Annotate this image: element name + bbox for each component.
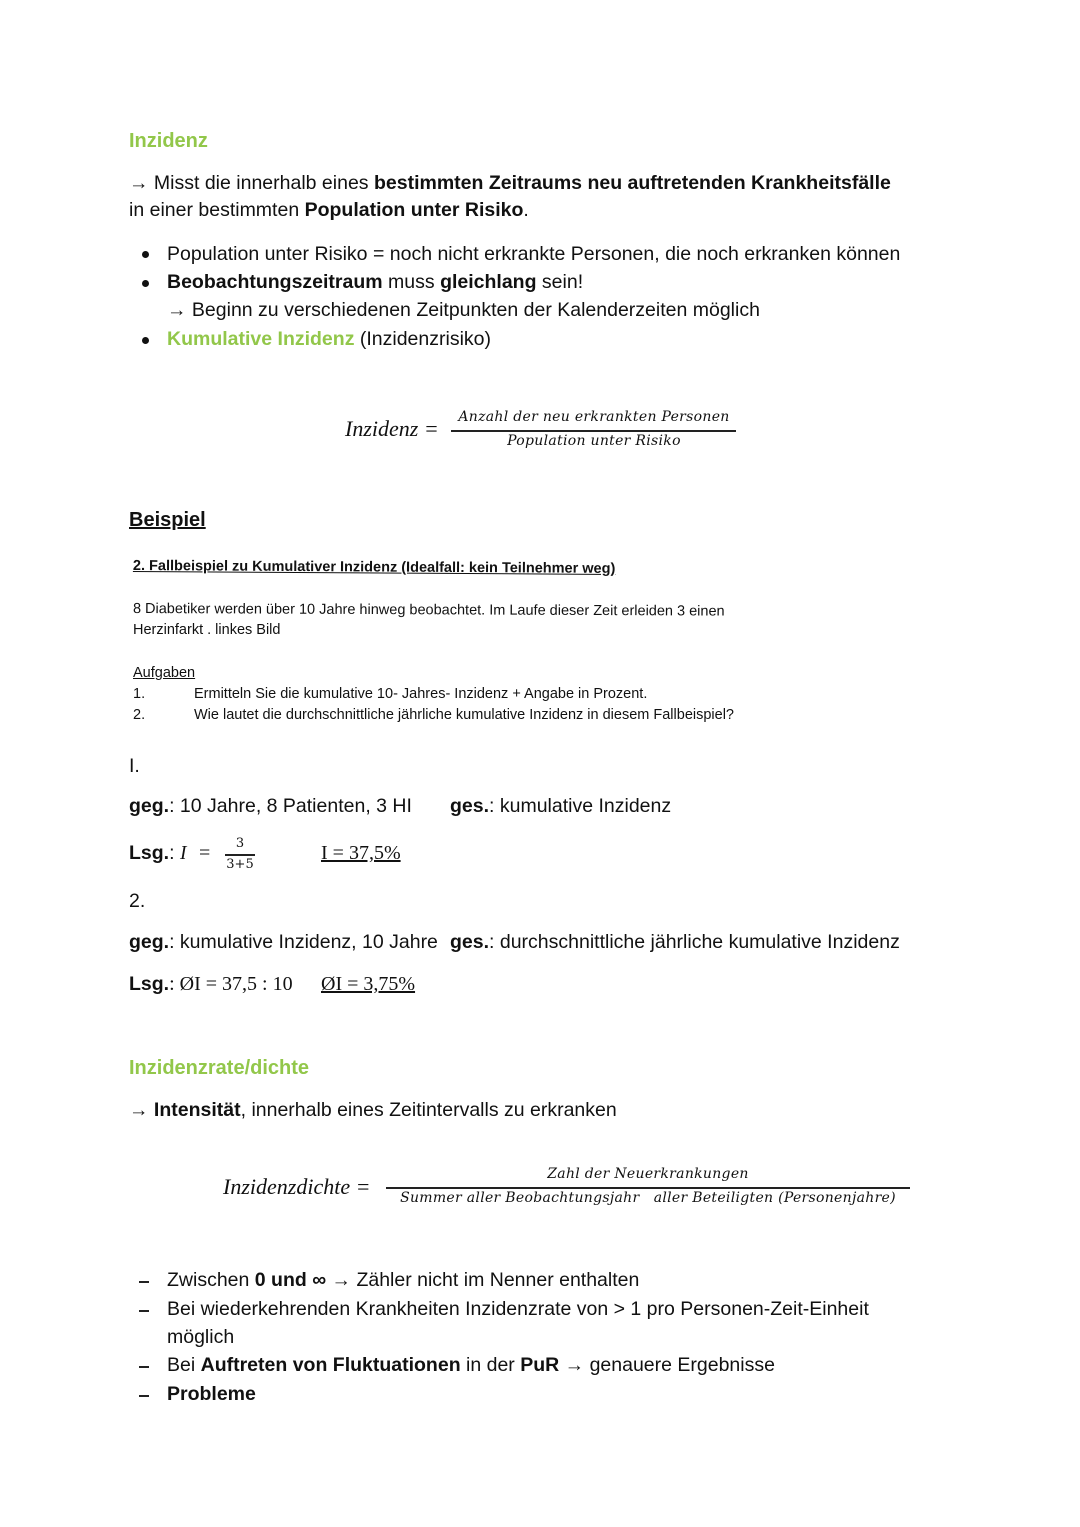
dash-item-wiederkehrend-line-2: möglich [167, 1326, 235, 1348]
solution-1-equals: = [199, 842, 211, 864]
fraction-line [451, 430, 736, 432]
formula-inzidenz-numerator: Anzahl der neu erkrankten Personen [458, 409, 730, 425]
example-text-line-2: Herzinfarkt . linkes Bild [133, 622, 281, 638]
solution-2-wanted: ges.: durchschnittliche jährliche kumulative Inzidenz [450, 931, 900, 953]
solution-number-1: I. [129, 755, 140, 777]
dash-icon [139, 1310, 149, 1312]
solution-number-2: 2. [129, 890, 146, 912]
bullet-item-population: Population unter Risiko = noch nicht erkrankte Personen, die noch erkranken können [167, 243, 901, 265]
rate-intro: → Intensität, innerhalb eines Zeitintervalls zu erkranken [129, 1099, 617, 1121]
bullet-icon [142, 251, 149, 258]
solution-2-lsg: Lsg.: ØI = 37,5 : 10 [129, 973, 293, 995]
dash-item-fluktuationen: Bei Auftreten von Fluktuationen in der PuR → genauere Ergebnisse [167, 1354, 775, 1376]
dash-icon [139, 1395, 149, 1397]
fraction-denominator: 3+5 [226, 857, 254, 872]
arrow-icon: → [129, 1099, 149, 1121]
intro-line-2: in einer bestimmten Population unter Risiko. [129, 199, 529, 221]
arrow-icon: → [129, 172, 149, 194]
section-heading-inzidenz: Inzidenz [129, 130, 208, 152]
bullet-item-kumulative-inzidenz: Kumulative Inzidenz (Inzidenzrisiko) [167, 328, 491, 350]
solution-1-given: geg.: 10 Jahre, 8 Patienten, 3 HI [129, 795, 412, 817]
fraction-line [225, 854, 255, 856]
formula-inzidenzdichte-numerator: Zahl der Neuerkrankungen [547, 1166, 749, 1182]
task-2-number: 2. [133, 707, 146, 723]
formula-inzidenzdichte-denominator: Summer aller Beobachtungsjahr aller Beteiligten (Personenjahre) [400, 1190, 896, 1206]
solution-1-wanted: ges.: kumulative Inzidenz [450, 795, 672, 817]
example-text-line-1: 8 Diabetiker werden über 10 Jahre hinweg beobachtet. Im Laufe dieser Zeit erleiden 3 einen [132, 601, 725, 620]
solution-1-result: I = 37,5% [321, 842, 401, 864]
solution-2-given: geg.: kumulative Inzidenz, 10 Jahre [129, 931, 438, 953]
fraction-line [386, 1187, 910, 1189]
example-title: 2. Fallbeispiel zu Kumulativer Inzidenz (Idealfall: kein Teilnehmer weg) [132, 558, 616, 577]
section-heading-inzidenzrate: Inzidenzrate/dichte [129, 1057, 310, 1079]
task-2-text: Wie lautet die durchschnittliche jährliche kumulative Inzidenz in diesem Fallbeispiel? [194, 707, 734, 723]
dash-icon [139, 1366, 149, 1368]
bullet-subitem: → Beginn zu verschiedenen Zeitpunkten der Kalenderzeiten möglich [167, 299, 760, 321]
bullet-item-beobachtungszeitraum: Beobachtungszeitraum muss gleichlang sein! [167, 271, 584, 293]
dash-item-zwischen: Zwischen 0 und ∞ → Zähler nicht im Nenner enthalten [167, 1269, 640, 1291]
formula-inzidenz-denominator: Population unter Risiko [507, 433, 681, 449]
section-heading-beispiel: Beispiel [129, 509, 206, 531]
dash-icon [139, 1281, 149, 1283]
bullet-icon [142, 337, 149, 344]
bullet-icon [142, 280, 149, 287]
formula-inzidenzdichte-lhs: Inzidenzdichte = [223, 1174, 371, 1199]
fraction-numerator: 3 [235, 836, 245, 851]
dash-item-probleme: Probleme [167, 1383, 256, 1405]
dash-item-wiederkehrend-line-1: Bei wiederkehrenden Krankheiten Inzidenzrate von > 1 pro Personen-Zeit-Einheit [167, 1298, 869, 1320]
solution-1-lsg-label: Lsg.: I [129, 842, 187, 864]
intro-line-1: → Misst die innerhalb eines bestimmten Zeitraums neu auftretenden Krankheitsfälle [129, 172, 891, 194]
task-1-number: 1. [133, 686, 146, 702]
task-1-text: Ermitteln Sie die kumulative 10- Jahres- Inzidenz + Angabe in Prozent. [194, 686, 648, 702]
example-tasks-heading: Aufgaben [133, 665, 196, 681]
infinity-icon: ∞ [312, 1269, 327, 1291]
formula-inzidenz-lhs: Inzidenz = [345, 416, 439, 441]
solution-2-result: ØI = 3,75% [321, 973, 416, 995]
